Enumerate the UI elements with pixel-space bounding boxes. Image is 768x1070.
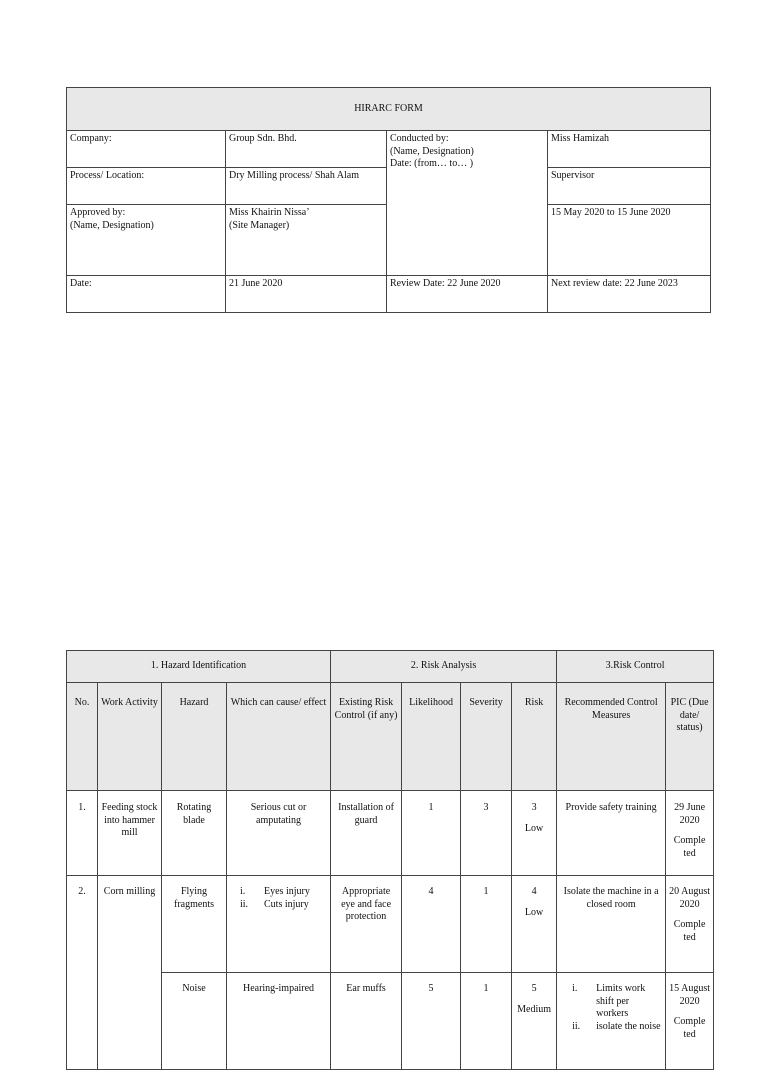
col-header-effect: Which can cause/ effect <box>227 683 331 791</box>
approved-value-line-2: (Site Manager) <box>229 219 290 231</box>
approved-label-line-2: (Name, Designation) <box>70 219 154 231</box>
approved-label-line-1: Approved by: <box>70 207 126 218</box>
section-hazard-identification: 1. Hazard Identification <box>67 651 331 683</box>
existing-control: Installation of guard <box>331 791 402 876</box>
row-number: 1. <box>67 791 98 876</box>
risk-value: 3 <box>531 802 537 813</box>
risk-level: Low <box>524 906 544 918</box>
risk <box>512 791 557 876</box>
risk-value: 4 <box>531 886 537 897</box>
effect: Serious cut or amputating <box>227 791 331 876</box>
severity: 1 <box>461 973 512 1070</box>
work-activity: Corn milling <box>98 876 162 1070</box>
date-value: 21 June 2020 <box>226 276 387 313</box>
conducted-value: Miss Hamizah <box>548 131 711 168</box>
measure-list-item <box>560 1021 662 1034</box>
existing-control: Appropriate eye and face protection <box>331 876 402 973</box>
measure-list-item <box>560 983 662 1021</box>
process-label: Process/ Location: <box>67 168 226 205</box>
list-numeral: ii. <box>572 1020 581 1032</box>
row-number: 2. <box>67 876 98 1070</box>
effect-list-item <box>230 886 327 899</box>
table-row <box>67 876 714 973</box>
conducted-label-line-3: Date: (from… to… ) <box>390 158 474 169</box>
list-numeral: i. <box>240 886 246 897</box>
form-title: HIRARC FORM <box>67 88 711 131</box>
pic-date: 15 August 2020 <box>669 983 711 1007</box>
pic <box>666 876 714 973</box>
effect <box>227 876 331 973</box>
risk-level: Low <box>524 822 544 834</box>
conducted-label-line-2: (Name, Designation) <box>390 145 474 157</box>
hazard: Rotating blade <box>162 791 227 876</box>
pic <box>666 973 714 1070</box>
severity: 3 <box>461 791 512 876</box>
col-header-risk: Risk <box>512 683 557 791</box>
list-text: Eyes injury <box>264 886 310 897</box>
conducted-label <box>387 131 548 276</box>
col-header-hazard: Hazard <box>162 683 227 791</box>
effect-list-item <box>230 899 327 912</box>
col-header-pic: PIC (Due date/ status) <box>666 683 714 791</box>
pic-status: Comple ted <box>673 919 706 943</box>
hazard-table <box>66 650 714 1070</box>
pic-date: 29 June 2020 <box>674 802 706 826</box>
risk-value: 5 <box>531 983 537 994</box>
recommended-measure <box>557 973 666 1070</box>
col-header-likelihood: Likelihood <box>402 683 461 791</box>
approved-label <box>67 205 226 276</box>
table-row <box>67 973 714 1070</box>
likelihood: 1 <box>402 791 461 876</box>
recommended-measure: Isolate the machine in a closed room <box>557 876 666 973</box>
hazard: Noise <box>162 973 227 1070</box>
company-value: Group Sdn. Bhd. <box>226 131 387 168</box>
col-header-no: No. <box>67 683 98 791</box>
risk-level: Medium <box>517 1003 552 1015</box>
list-numeral: i. <box>572 983 578 994</box>
process-value: Dry Milling process/ Shah Alam <box>226 168 387 205</box>
col-header-severity: Severity <box>461 683 512 791</box>
period-value: 15 May 2020 to 15 June 2020 <box>548 205 711 276</box>
col-header-work-activity: Work Activity <box>98 683 162 791</box>
severity: 1 <box>461 876 512 973</box>
list-text: Cuts injury <box>264 898 309 910</box>
date-label: Date: <box>67 276 226 313</box>
measure-list <box>560 983 662 1033</box>
pic-status: Comple ted <box>673 835 706 859</box>
designation-value: Supervisor <box>548 168 711 205</box>
approved-value-line-1: Miss Khairin Nissa’ <box>229 207 310 218</box>
section-risk-control: 3.Risk Control <box>557 651 714 683</box>
hirarc-form-table <box>66 87 711 313</box>
list-text: Limits work shift per workers <box>596 983 646 1019</box>
section-risk-analysis: 2. Risk Analysis <box>331 651 557 683</box>
existing-control: Ear muffs <box>331 973 402 1070</box>
table-row <box>67 791 714 876</box>
pic <box>666 791 714 876</box>
company-label: Company: <box>67 131 226 168</box>
work-activity: Feeding stock into hammer mill <box>98 791 162 876</box>
col-header-existing-control: Existing Risk Control (if any) <box>331 683 402 791</box>
risk <box>512 973 557 1070</box>
col-header-recommended-measures: Recommended Control Measures <box>557 683 666 791</box>
pic-status: Comple ted <box>673 1016 706 1040</box>
conducted-label-line-1: Conducted by: <box>390 133 449 144</box>
review-date: Review Date: 22 June 2020 <box>387 276 548 313</box>
effect-list <box>230 886 327 911</box>
effect: Hearing-impaired <box>227 973 331 1070</box>
list-numeral: ii. <box>240 898 249 910</box>
hazard: Flying fragments <box>162 876 227 973</box>
pic-date: 20 August 2020 <box>669 886 711 910</box>
list-text: isolate the noise <box>596 1020 661 1032</box>
next-review-date: Next review date: 22 June 2023 <box>548 276 711 313</box>
approved-value <box>226 205 387 276</box>
risk <box>512 876 557 973</box>
likelihood: 5 <box>402 973 461 1070</box>
likelihood: 4 <box>402 876 461 973</box>
recommended-measure: Provide safety training <box>557 791 666 876</box>
